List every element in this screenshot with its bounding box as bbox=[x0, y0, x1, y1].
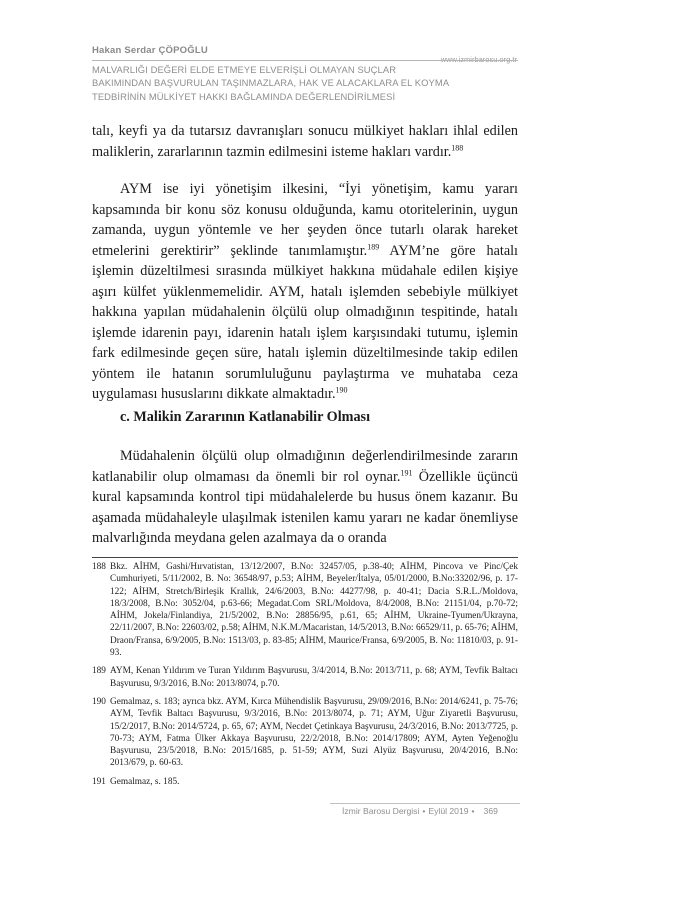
header-title-line: TEDBİRİNİN MÜLKİYET HAKKI BAĞLAMINDA DEĞERLENDİRİLMESİ bbox=[92, 90, 396, 102]
footnotes bbox=[92, 561, 518, 794]
journal-name: İzmir Barosu Dergisi bbox=[342, 806, 420, 816]
running-header-author: Hakan Serdar ÇÖPOĞLU bbox=[92, 45, 208, 56]
footer-divider bbox=[330, 803, 520, 804]
footnote-ref: 191 bbox=[400, 467, 413, 477]
section-heading: c. Malikin Zararının Katlanabilir Olması bbox=[120, 409, 371, 425]
paragraph-tolerable-harm bbox=[92, 446, 518, 549]
footnote-number: 190 bbox=[92, 696, 106, 707]
header-title-line: BAKIMINDAN BAŞVURULAN TAŞINMAZLARA, HAK VE ALACAKLARA EL KOYMA bbox=[92, 77, 450, 89]
footnote-divider bbox=[92, 557, 518, 558]
footnote bbox=[92, 696, 518, 770]
page-number: 369 bbox=[483, 806, 498, 816]
footnote-number: 188 bbox=[92, 562, 106, 572]
footer-separator: • bbox=[422, 806, 426, 816]
paragraph-text: talı, keyfi ya da tutarsız davranışları sonucu mülkiyet hakları ihlal edilen maliklerin, zararlarının tazmin edilmesini isteme hakları vardır. bbox=[92, 123, 518, 160]
footer-separator: • bbox=[471, 806, 475, 816]
footnote-text: AYM, Kenan Yıldırım ve Turan Yıldırım Başvurusu, 3/4/2014, B.No: 2013/711, p. 68; AYM, Tevfik Baltacı Başvurusu, 9/3/2016, B.No: 2013/8074, p.70. bbox=[110, 666, 518, 689]
paragraph-text: Özellikle üçüncü kural kapsamında kontrol tipi müdahalelerde bu husus önem kazanır. Bu aşamada müdahaleyle ulaşılmak istenilen kamu yararı ne kadar önemliyse malvarlığında meydana gelen azalmaya da o oranda bbox=[92, 468, 519, 546]
footnote-number: 191 bbox=[92, 776, 106, 787]
footnote-text: Bkz. AİHM, Gashi/Hırvatistan, 13/12/2007, B.No: 32457/05, p.38-40; AİHM, Pincova ve Pinc/Çek Cumhuriyeti, 5/11/2002, B. No: 36548/97, p.53; AİHM, Beyeler/İtalya, 05/01/2000, B.No:33202/96, p. 17-122; AİHM, Stretch/Birleşik Krallık, 24/6/2003, B.No: 44277/98, p. 40-41; Dacia S.R.L./Moldova, 18/3/2008, B.No: 3052/04, p.63-66; Megadat.Com SRL/Moldova, 8/4/2008, B.No: 21151/04, p.70-72; AİHM, Jokela/Finlandiya, 21/5/2002, B.No: 28856/95, p.61, 65; AİHM, Ukraine-Tyumen/Ukrayna, 22/11/2007, B.No: 22603/02, p.58; AİHM, N.K.M./Macaristan, 14/5/2013, B.No: 66529/11, p. 65-76; AİHM, Draon/Fransa, 6/9/2005, B.No: 1513/03, p. 83-85; AİHM, Maurice/Fransa, 6/9/2005, B. No: 11810/03, p. 91-93. bbox=[110, 562, 518, 659]
footnote bbox=[92, 561, 518, 659]
header-title-line: MALVARLIĞI DEĞERİ ELDE ETMEYE ELVERİŞLİ OLMAYAN SUÇLAR bbox=[92, 64, 397, 75]
page-footer bbox=[342, 806, 498, 816]
footnote-ref: 190 bbox=[335, 385, 348, 395]
footnote-ref: 188 bbox=[451, 142, 464, 152]
paragraph-continuation bbox=[92, 121, 518, 162]
running-header-website: www.izmirbarosu.org.tr bbox=[440, 55, 517, 64]
header-divider bbox=[92, 60, 518, 61]
footnote-text: Gemalmaz, s. 183; ayrıca bkz. AYM, Kırca Mühendislik Başvurusu, 29/09/2016, B.No: 2014/6241, p. 75-76; AYM, Tevfik Baltacı Başvurusu, 9/3/2016, B.No: 2013/8074, p. 71; AYM, Uğur Ziyaretli Başvurusu, 15/2/2017, B.No: 2014/5724, p. 65, 67; AYM, Necdet Çetinkaya Başvurusu, 24/3/2016, B.No: 2013/7725, p. 70-73; AYM, Fatma Ülker Akkaya Başvurusu, 22/2/2018, B.No: 2014/17809; AYM, Ayten Yeğenoğlu Başvurusu, 23/5/2018, B.No: 2015/1685, p. 51-59; AYM, Suzi Alyüz Başvurusu, 20/4/2016, B.No: 2013/679, p. 60-63. bbox=[110, 696, 518, 769]
paragraph-text: AYM ise iyi yönetişim ilkesini, “İyi yönetişim, kamu yararı kapsamında bir konu söz konusu olduğunda, kamu otoritelerinin, uygun zamanda, uygun yöntemle ve her şeyden önce tutarlı olarak hareket etmelerini gerektirir” şeklinde tanımlamıştır. bbox=[92, 181, 518, 259]
paragraph-good-governance bbox=[92, 179, 518, 405]
footnote bbox=[92, 665, 518, 690]
journal-issue: Eylül 2019 bbox=[428, 806, 469, 816]
footnote-text: Gemalmaz, s. 185. bbox=[110, 776, 180, 787]
footnote-number: 189 bbox=[92, 666, 106, 677]
footnote bbox=[92, 776, 518, 788]
paragraph-text: AYM’ne göre hatalı işlemin düzeltilmesi sırasında mülkiyet hakkına müdahale edilen kişiye aşırı külfet yüklenmemelidir. AYM, hatalı işlemden sebebiyle mülkiyet hakkına yapılan müdahalenin ölçülü olup olmadığının tespitinde, hatalı işlemde idarenin payı, idarenin hatalı işlem karşısındaki tutumu, işlemin fark edilmesinde geçen süre, hatalı işlemin düzeltilmesinde takip edilen yöntem ile hatanın sorumluluğunu paylaştırma ve muhataba ceza uygulaması hususlarını dikkate almaktadır. bbox=[92, 242, 518, 402]
paragraph-text: Müdahalenin ölçülü olup olmadığının değerlendirilmesinde zararın katlanabilir olup olmaması da önemli bir rol oynar. bbox=[92, 448, 518, 485]
running-header-title bbox=[92, 63, 532, 103]
footnote-ref: 189 bbox=[367, 241, 380, 251]
